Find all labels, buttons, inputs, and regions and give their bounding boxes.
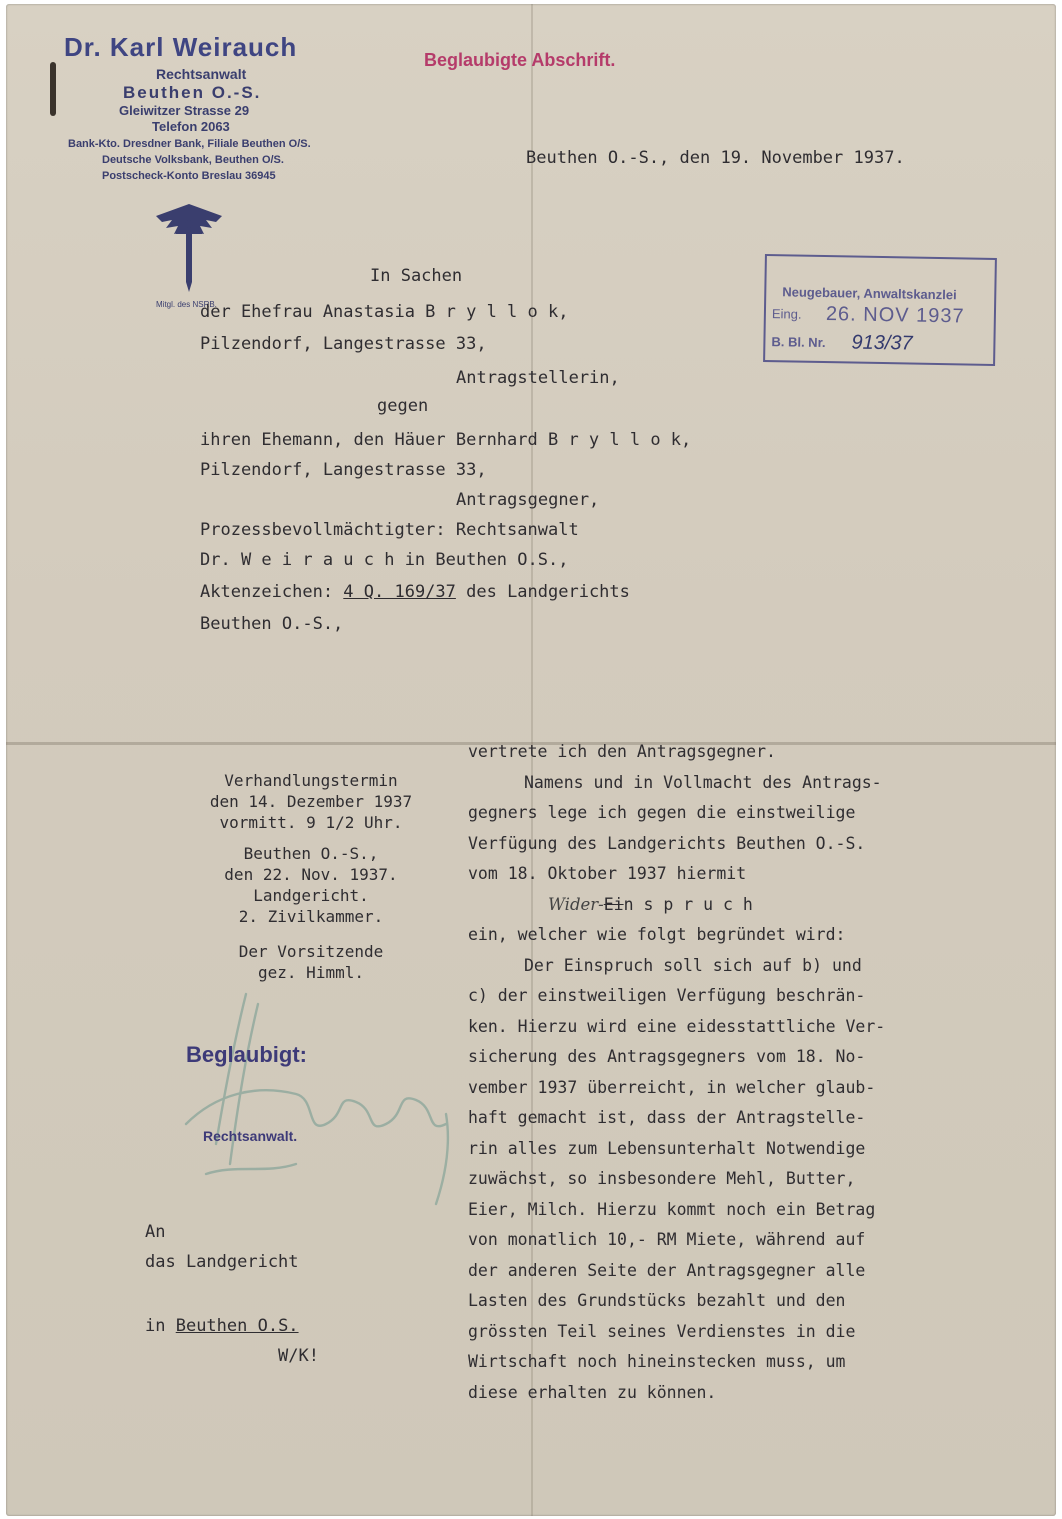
file-reference-prefix: Aktenzeichen: [200,582,344,602]
letterhead-postcheck: Postscheck-Konto Breslau 36945 [102,170,276,182]
objection-word: n s p r u c h [623,894,753,914]
body-line: Der Einspruch soll sich auf b) und [524,955,862,975]
eagle-sword-emblem-icon [148,194,230,294]
body-line: Verfügung des Landgerichts Beuthen O.-S. [468,833,866,853]
hearing-line-7: 2. Zivilkammer. [238,907,384,926]
letterhead-phone: Telefon 2063 [152,119,230,134]
body-line: vom 18. Oktober 1937 hiermit [468,864,747,883]
received-stamp-office: Neugebauer, Anwaltskanzlei [782,284,957,303]
body-line: Namens und in Vollmacht des Antrags- [524,772,882,792]
letterhead-city: Beuthen O.-S. [123,83,262,102]
letterhead-bank-2: Deutsche Volksbank, Beuthen O/S. [102,154,284,166]
hearing-line-5: den 22. Nov. 1937. [224,865,398,884]
body-line: zuwächst, so insbesondere Mehl, Butter, [468,1169,856,1188]
address-city [145,1316,299,1336]
in-sachen: In Sachen [370,266,463,286]
address-in: in [145,1316,176,1336]
address-city-name: Beuthen O.S. [175,1316,299,1336]
body-line: der anderen Seite der Antragsgegner alle [468,1260,866,1280]
body-line: ein, welcher wie folgt begründet wird: [468,925,846,944]
body-line: Lasten des Grundstücks bezahlt und den [468,1291,846,1310]
body-line: von monatlich 10,- RM Miete, während auf [468,1230,866,1249]
hearing-line-1: Verhandlungstermin [224,771,398,790]
received-stamp-br-label: B. Bl. Nr. [771,334,826,351]
party1-role: Antragstellerin, [456,368,620,388]
file-reference-suffix: des Landgerichts [455,582,630,602]
body-line: diese erhalten zu können. [468,1382,717,1402]
certified-copy-stamp: Beglaubigte Abschrift. [424,50,616,70]
body-line: gegners lege ich gegen die einstweilige [468,803,856,822]
hearing-line-3: vormitt. 9 1/2 Uhr. [219,813,403,832]
gegen: gegen [377,396,429,416]
address-recipient: das Landgericht [145,1252,299,1272]
body-line: c) der einstweiligen Verfügung beschrän- [468,986,866,1005]
received-stamp-date: 26. NOV 1937 [825,303,965,328]
court-city: Beuthen O.-S., [200,614,344,634]
emblem-caption: Mitgl. des NSRB. [156,300,217,309]
typist-reference: W/K! [278,1346,319,1366]
file-reference-number: 4 Q. 169/37 [343,582,456,602]
punch-hole [50,62,56,116]
body-line: Eier, Milch. Hierzu kommt noch ein Betrag [468,1199,876,1219]
handwritten-signature [146,974,476,1224]
hearing-line-2: den 14. Dezember 1937 [209,792,413,811]
party1-name: der Ehefrau Anastasia B r y l l o k, [200,302,569,322]
file-reference [200,582,630,602]
received-stamp-eing-label: Eing. [771,306,802,322]
party2-address: Pilzendorf, Langestrasse 33, [200,460,487,480]
body-line: Wirtschaft noch hineinstecken muss, um [468,1352,846,1371]
document-page [6,4,1056,1516]
body-line: haft gemacht ist, dass der Antragstelle- [468,1108,866,1127]
hearing-line-9: gez. Himml. [258,963,364,982]
certified-title: Rechtsanwalt. [203,1128,298,1144]
party2-name: ihren Ehemann, den Häuer Bernhard B r y l l o k, [200,430,692,450]
objection-heading [468,890,885,921]
hearing-line-4: Beuthen O.-S., [243,844,379,863]
body-line: ken. Hierzu wird eine eidesstattliche Ver- [468,1016,886,1036]
letterhead-bank-1: Bank-Kto. Dresdner Bank, Filiale Beuthen O/S. [68,138,311,150]
date-line: Beuthen O.-S., den 19. November 1937. [526,148,905,168]
received-stamp [763,254,997,366]
counsel-line-2: Dr. W e i r a u c h in Beuthen O.S., [200,550,569,570]
body-line: sicherung des Antragsgegners vom 18. No- [468,1047,866,1066]
hearing-line-8: Der Vorsitzende [238,942,384,961]
body-line: rin alles zum Lebensunterhalt Notwendige [468,1138,866,1158]
handwritten-correction: Wider- [548,894,604,914]
address-an: An [145,1222,166,1242]
party1-address: Pilzendorf, Langestrasse 33, [200,334,487,354]
body-line: grössten Teil seines Verdienstes in die [468,1321,856,1341]
certified-stamp: Beglaubigt: [186,1042,307,1067]
hearing-line-6: Landgericht. [253,886,369,905]
body-line: vertrete ich den Antragsgegner. [468,742,776,761]
letterhead-name: Dr. Karl Weirauch [64,32,298,62]
received-stamp-number: 913/37 [851,331,913,355]
body-text [468,737,885,1408]
letterhead-title: Rechtsanwalt [156,66,247,82]
spacer [166,833,456,843]
hearing-note [166,770,456,983]
struck-text: Ei [603,894,624,914]
party2-role: Antragsgegner, [456,490,600,510]
letterhead-street: Gleiwitzer Strasse 29 [119,103,250,118]
body-line: vember 1937 überreicht, in welcher glaub- [468,1077,876,1097]
spacer [166,927,456,941]
counsel-line-1: Prozessbevollmächtigter: Rechtsanwalt [200,520,579,540]
